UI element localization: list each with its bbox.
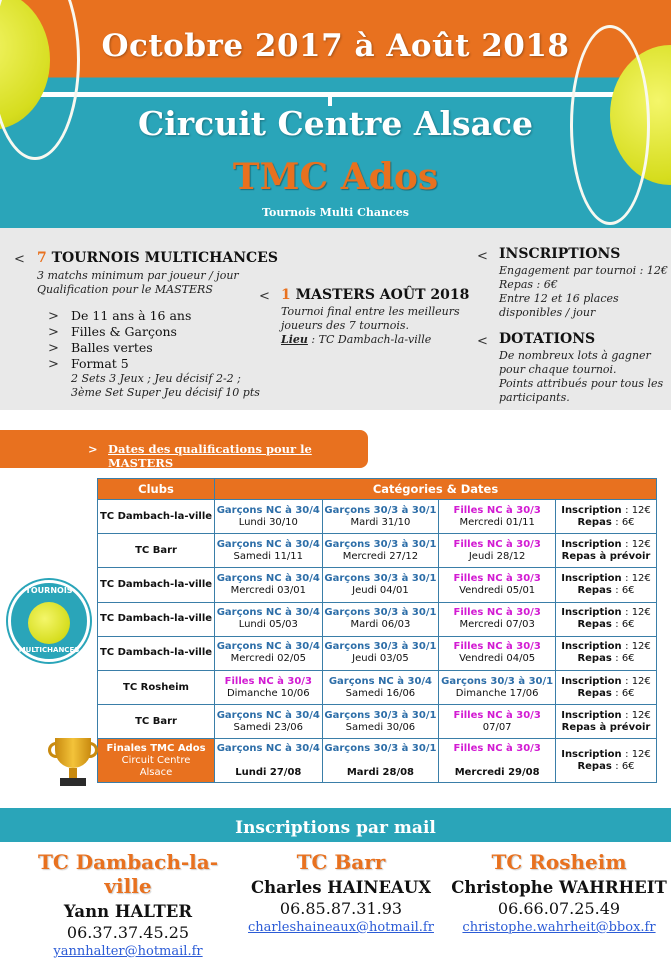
fee-label: Repas à prévoir [561, 550, 651, 562]
category-label: Garçons NC à 30/4 [216, 709, 320, 721]
list-item: Format 5 [71, 356, 129, 371]
schedule-cell [215, 534, 323, 568]
category-label: Garçons NC à 30/4 [216, 742, 320, 754]
fees-cell [556, 568, 657, 602]
category-label: Garçons 30/3 à 30/1 [324, 572, 437, 584]
fee-label: Repas : 6€ [577, 619, 635, 631]
contact-name: Charles HAINEAUX [250, 878, 432, 897]
table-row [98, 636, 657, 670]
club-cell: TC Dambach-la-ville [98, 568, 215, 602]
table-row [98, 670, 657, 704]
contact-email-link[interactable]: yannhalter@hotmail.fr [53, 944, 203, 959]
masters-line2: joueurs des 7 tournois. [281, 319, 410, 332]
fee-label: Inscription : 12€ [561, 504, 651, 516]
chevron-right-icon: > [48, 357, 59, 372]
category-label: Filles NC à 30/3 [453, 607, 541, 619]
club-cell: TC Barr [98, 534, 215, 568]
category-label: Garçons NC à 30/4 [216, 572, 320, 584]
schedule-cell [215, 568, 323, 602]
contact-card [447, 850, 671, 935]
qualifications-banner [0, 430, 368, 468]
finals-label: Alsace [139, 766, 173, 778]
schedule-cell [322, 636, 439, 670]
dotations-heading: DOTATIONS [499, 331, 596, 347]
chevron-right-icon: > [48, 309, 59, 324]
schedule-cell [322, 739, 439, 783]
schedule-cell [322, 568, 439, 602]
table-header-row [98, 479, 657, 500]
contact-card [229, 850, 453, 935]
category-label: Filles NC à 30/3 [224, 675, 312, 687]
badge-bottom-text: MULTICHANCES [18, 646, 80, 654]
contacts-title: Inscriptions par mail [235, 818, 436, 838]
fee-label: Inscription : 12€ [561, 675, 651, 687]
date-label: Mercredi 02/05 [230, 653, 306, 665]
contact-name: Christophe WAHRHEIT [451, 878, 667, 897]
category-label: Garçons 30/3 à 30/1 [324, 607, 437, 619]
inscriptions-line1: Engagement par tournoi : 12€ [499, 264, 668, 277]
list-item: Filles & Garçons [71, 324, 177, 339]
date-label: Samedi 16/06 [345, 687, 416, 699]
masters-heading [281, 287, 469, 303]
column-header-clubs: Clubs [98, 479, 215, 500]
date-label: Mercredi 07/03 [459, 619, 535, 631]
chevron-left-icon: < [477, 249, 488, 264]
date-label: Dimanche 17/06 [455, 687, 539, 699]
category-label: Garçons 30/3 à 30/1 [324, 709, 437, 721]
list-item: De 11 ans à 16 ans [71, 308, 192, 323]
date-label: 07/07 [482, 721, 512, 733]
category-label: Garçons NC à 30/4 [216, 641, 320, 653]
dotations-line4: participants. [499, 391, 570, 404]
date-label: Mardi 28/08 [346, 766, 415, 778]
schedule-cell [322, 705, 439, 739]
fee-label: Inscription : 12€ [561, 572, 651, 584]
fees-cell [556, 534, 657, 568]
date-label: Jeudi 03/05 [352, 653, 409, 665]
category-label: Garçons NC à 30/4 [216, 504, 320, 516]
category-label: Garçons 30/3 à 30/1 [324, 641, 437, 653]
tournois-line1: 3 matchs minimum par joueur / jour [37, 269, 239, 282]
fee-label: Inscription : 12€ [561, 607, 651, 619]
category-label: Garçons 30/3 à 30/1 [324, 538, 437, 550]
inscriptions-line2: Repas : 6€ [499, 278, 558, 291]
fee-label: Repas à prévoir [561, 721, 651, 733]
masters-line1: Tournoi final entre les meilleurs [281, 305, 460, 318]
lieu-value: : TC Dambach-la-ville [307, 333, 432, 346]
inscriptions-line4: disponibles / jour [499, 306, 596, 319]
schedule-cell [439, 705, 556, 739]
date-label: Mercredi 03/01 [230, 584, 306, 596]
dotations-line2: pour chaque tournoi. [499, 363, 617, 376]
tournois-count: 7 [37, 250, 47, 266]
masters-title: MASTERS AOÛT 2018 [295, 287, 470, 303]
qualifications-label: Dates des qualifications pour le MASTERS [108, 442, 312, 470]
date-label: Mardi 06/03 [350, 619, 411, 631]
category-label: Garçons NC à 30/4 [216, 607, 320, 619]
season-dates: Octobre 2017 à Août 2018 [101, 28, 570, 64]
category-label: Filles NC à 30/3 [453, 641, 541, 653]
dotations-line1: De nombreux lots à gagner [499, 349, 651, 362]
date-label: Vendredi 05/01 [459, 584, 536, 596]
category-label: Filles NC à 30/3 [453, 538, 541, 550]
club-cell: TC Barr [98, 705, 215, 739]
date-label: Mercredi 27/12 [342, 550, 419, 562]
date-label: Jeudi 04/01 [352, 584, 409, 596]
fee-label: Repas : 6€ [577, 584, 635, 596]
schedule-cell [322, 670, 439, 704]
fee-label: Inscription : 12€ [561, 641, 651, 653]
finals-club-cell [98, 739, 215, 783]
table-row [98, 500, 657, 534]
category-label: Filles NC à 30/3 [453, 709, 541, 721]
trophy-icon-base [60, 778, 86, 786]
trophy-icon-stem [69, 768, 77, 778]
fees-cell [556, 602, 657, 636]
date-label: Dimanche 10/06 [226, 687, 310, 699]
club-cell: TC Dambach-la-ville [98, 602, 215, 636]
schedule-cell [215, 602, 323, 636]
date-label: Mercredi 29/08 [454, 766, 540, 778]
table-row [98, 534, 657, 568]
dotations-line3: Points attribués pour tous les [499, 377, 664, 390]
fees-cell [556, 500, 657, 534]
court-line [0, 92, 671, 97]
schedule-cell [322, 500, 439, 534]
contact-name: Yann HALTER [63, 902, 193, 921]
event-subtitle: Tournois Multi Chances [262, 206, 409, 219]
lieu-label: Lieu [281, 333, 308, 346]
date-label: Mercredi 01/11 [459, 516, 535, 528]
schedule-cell [322, 534, 439, 568]
schedule-cell [439, 602, 556, 636]
category-label: Garçons NC à 30/4 [328, 675, 433, 687]
schedule-cell [439, 568, 556, 602]
date-label: Mardi 31/10 [350, 516, 411, 528]
contact-club: TC Barr [296, 850, 386, 874]
table-row [98, 705, 657, 739]
schedule-cell [215, 636, 323, 670]
date-label: Lundi 27/08 [235, 766, 302, 778]
schedule-cell [439, 670, 556, 704]
fee-label: Inscription : 12€ [561, 538, 651, 550]
contact-club: TC Dambach-la-ville [37, 850, 219, 898]
club-cell: TC Rosheim [98, 670, 215, 704]
category-label: Garçons 30/3 à 30/1 [324, 504, 437, 516]
contact-phone: 06.37.37.45.25 [66, 923, 190, 942]
date-label: Lundi 05/03 [238, 619, 298, 631]
fee-label: Inscription : 12€ [561, 748, 651, 760]
schedule-cell [322, 602, 439, 636]
inscriptions-heading: INSCRIPTIONS [499, 246, 621, 262]
fees-cell [556, 670, 657, 704]
date-label: Vendredi 04/05 [459, 653, 536, 665]
schedule-cell [439, 636, 556, 670]
contact-phone: 06.66.07.25.49 [497, 899, 621, 918]
fees-cell [556, 636, 657, 670]
date-label: Lundi 30/10 [238, 516, 298, 528]
category-label: Filles NC à 30/3 [453, 504, 541, 516]
tournois-title: TOURNOIS MULTICHANCES [51, 250, 278, 266]
table-row-finals [98, 739, 657, 783]
fee-label: Inscription : 12€ [561, 709, 651, 721]
masters-count: 1 [281, 287, 291, 303]
schedule-table [97, 478, 657, 783]
masters-lieu [281, 333, 431, 346]
tournois-heading [37, 250, 278, 266]
chevron-right-icon: > [48, 341, 59, 356]
category-label: Garçons 30/3 à 30/1 [324, 742, 437, 754]
event-title: TMC Ados [232, 156, 439, 198]
contact-club: TC Rosheim [491, 850, 627, 874]
category-label: Filles NC à 30/3 [453, 572, 541, 584]
fees-cell [556, 705, 657, 739]
fee-label: Repas : 6€ [577, 687, 635, 699]
table-row [98, 568, 657, 602]
inscriptions-line3: Entre 12 et 16 places [499, 292, 619, 305]
chevron-left-icon: < [14, 252, 25, 267]
finals-label: Finales TMC Ados [106, 742, 206, 754]
category-label: Garçons NC à 30/4 [216, 538, 320, 550]
date-label: Jeudi 28/12 [468, 550, 526, 562]
circuit-title: Circuit Centre Alsace [137, 104, 534, 143]
contact-email-link[interactable]: charleshaineaux@hotmail.fr [248, 920, 434, 935]
fee-label: Repas : 6€ [577, 760, 635, 772]
contact-phone: 06.85.87.31.93 [279, 899, 403, 918]
category-label: Filles NC à 30/3 [453, 742, 541, 754]
trophy-icon [55, 738, 91, 768]
tennis-ball-icon [28, 602, 70, 644]
list-item: Balles vertes [71, 340, 153, 355]
schedule-cell [439, 500, 556, 534]
chevron-right-icon: > [88, 442, 98, 456]
date-label: Samedi 23/06 [233, 721, 304, 733]
club-cell: TC Dambach-la-ville [98, 500, 215, 534]
badge-top-text: TOURNOIS [25, 586, 73, 595]
format-line1: 2 Sets 3 Jeux ; Jeu décisif 2-2 ; [71, 372, 241, 385]
schedule-cell [439, 739, 556, 783]
column-header-categories: Catégories & Dates [215, 479, 657, 500]
chevron-right-icon: > [48, 325, 59, 340]
fee-label: Repas : 6€ [577, 653, 635, 665]
schedule-cell [215, 500, 323, 534]
schedule-cell [215, 705, 323, 739]
fee-label: Repas : 6€ [577, 516, 635, 528]
schedule-cell [215, 670, 323, 704]
contact-email-link[interactable]: christophe.wahrheit@bbox.fr [462, 920, 656, 935]
tournois-line2: Qualification pour le MASTERS [37, 283, 213, 296]
schedule-cell [215, 739, 323, 783]
category-label: Garçons 30/3 à 30/1 [441, 675, 554, 687]
contact-card [16, 850, 240, 959]
fees-cell [556, 739, 657, 783]
format-line2: 3ème Set Super Jeu décisif 10 pts [71, 386, 260, 399]
chevron-left-icon: < [259, 289, 270, 304]
date-label: Samedi 11/11 [233, 550, 304, 562]
schedule-cell [439, 534, 556, 568]
finals-label: Circuit Centre [121, 754, 191, 766]
chevron-left-icon: < [477, 334, 488, 349]
date-label: Samedi 30/06 [345, 721, 416, 733]
club-cell: TC Dambach-la-ville [98, 636, 215, 670]
table-row [98, 602, 657, 636]
